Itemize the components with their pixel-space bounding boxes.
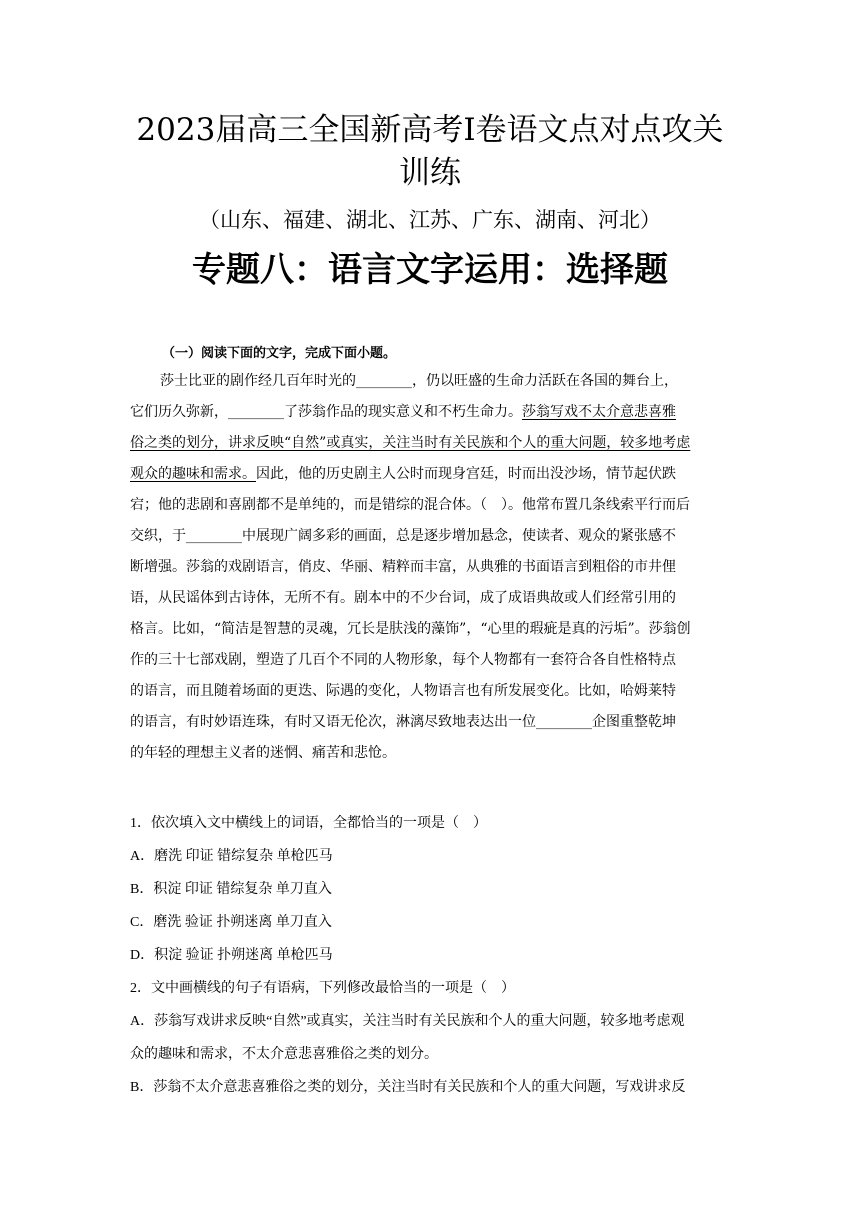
passage-line: 的语言，而且随着场面的更迭、际遇的变化，人物语言也有所发展变化。比如，哈姆莱特 <box>130 683 676 699</box>
underlined-sentence: 莎翁写戏不太介意悲喜雅 <box>522 404 676 420</box>
passage-line: 交织，于________中展现广阔多彩的画面，总是逐步增加悬念，使读者、观众的紧张感不 <box>130 528 676 544</box>
q1-option-a: A．磨洗 印证 错综复杂 单枪匹马 <box>130 849 333 864</box>
subtitle: （山东、福建、湖北、江苏、广东、湖南、河北） <box>199 208 661 232</box>
title-line-1: 2023届高三全国新高考Ⅰ卷语文点对点攻关 <box>136 112 724 148</box>
q2-option-b: B．莎翁不太介意悲喜雅俗之类的划分，关注当时有关民族和个人的重大问题，写戏讲求反 <box>130 1080 686 1095</box>
passage-text: 它们历久弥新，________了莎翁作品的现实意义和不朽生命力。 <box>130 404 522 420</box>
section-label: （一）阅读下面的文字，完成下面小题。 <box>162 346 397 361</box>
passage-text: 因此，他的历史剧主人公时而现身宫廷，时而出没沙场，情节起伏跌 <box>256 466 676 482</box>
title-line-2: 训练 <box>399 155 461 191</box>
passage-line <box>130 433 730 464</box>
passage-line: 语，从民谣体到古诗体，无所不有。剧本中的不少台词，成了成语典故或人们经常引用的 <box>130 590 676 606</box>
reading-passage <box>130 371 730 774</box>
q1-option-b: B．积淀 印证 错综复杂 单刀直入 <box>130 882 332 897</box>
question-1: 1．依次填入文中横线上的词语，全都恰当的一项是（ ） <box>130 816 487 831</box>
underlined-sentence: 俗之类的划分，讲求反映“自然”或真实，关注当时有关民族和个人的重大问题，较多地考虑 <box>130 435 691 451</box>
underlined-sentence: 观众的趣味和需求。 <box>130 466 256 482</box>
q1-option-c: C．磨洗 验证 扑朔迷离 单刀直入 <box>130 915 332 930</box>
q1-option-d: D．积淀 验证 扑朔迷离 单枪匹马 <box>130 948 333 963</box>
questions <box>130 813 740 1110</box>
topic-heading: 专题八：语言文字运用：选择题 <box>192 250 668 290</box>
passage-line: 的年轻的理想主义者的迷惘、痛苦和悲怆。 <box>130 745 396 761</box>
q2-option-a: A．莎翁写戏讲求反映“自然”或真实，关注当时有关民族和个人的重大问题，较多地考虑观 <box>130 1014 685 1029</box>
passage-line: 宕；他的悲剧和喜剧都不是单纯的，而是错综的混合体。（ ）。他常布置几条线索平行而后 <box>130 497 690 513</box>
passage-line: 断增强。莎翁的戏剧语言，俏皮、华丽、精粹而丰富，从典雅的书面语言到粗俗的市井俚 <box>130 559 676 575</box>
passage-line: 的语言，有时妙语连珠，有时又语无伦次，淋漓尽致地表达出一位________企图重整乾坤 <box>130 714 676 730</box>
passage-line <box>130 464 730 495</box>
passage-line: 莎士比亚的剧作经几百年时光的________，仍以旺盛的生命力活跃在各国的舞台上， <box>160 373 678 389</box>
passage-line <box>130 402 730 433</box>
passage-line: 作的三十七部戏剧，塑造了几百个不同的人物形象，每个人物都有一套符合各自性格特点 <box>130 652 676 668</box>
question-2: 2．文中画横线的句子有语病，下列修改最恰当的一项是（ ） <box>130 981 515 996</box>
passage-line: 格言。比如，“简洁是智慧的灵魂，冗长是肤浅的藻饰”，“心里的瑕疵是真的污垢”。莎翁创 <box>130 621 691 637</box>
q2-option-a-continued: 众的趣味和需求，不太介意悲喜雅俗之类的划分。 <box>130 1047 438 1062</box>
